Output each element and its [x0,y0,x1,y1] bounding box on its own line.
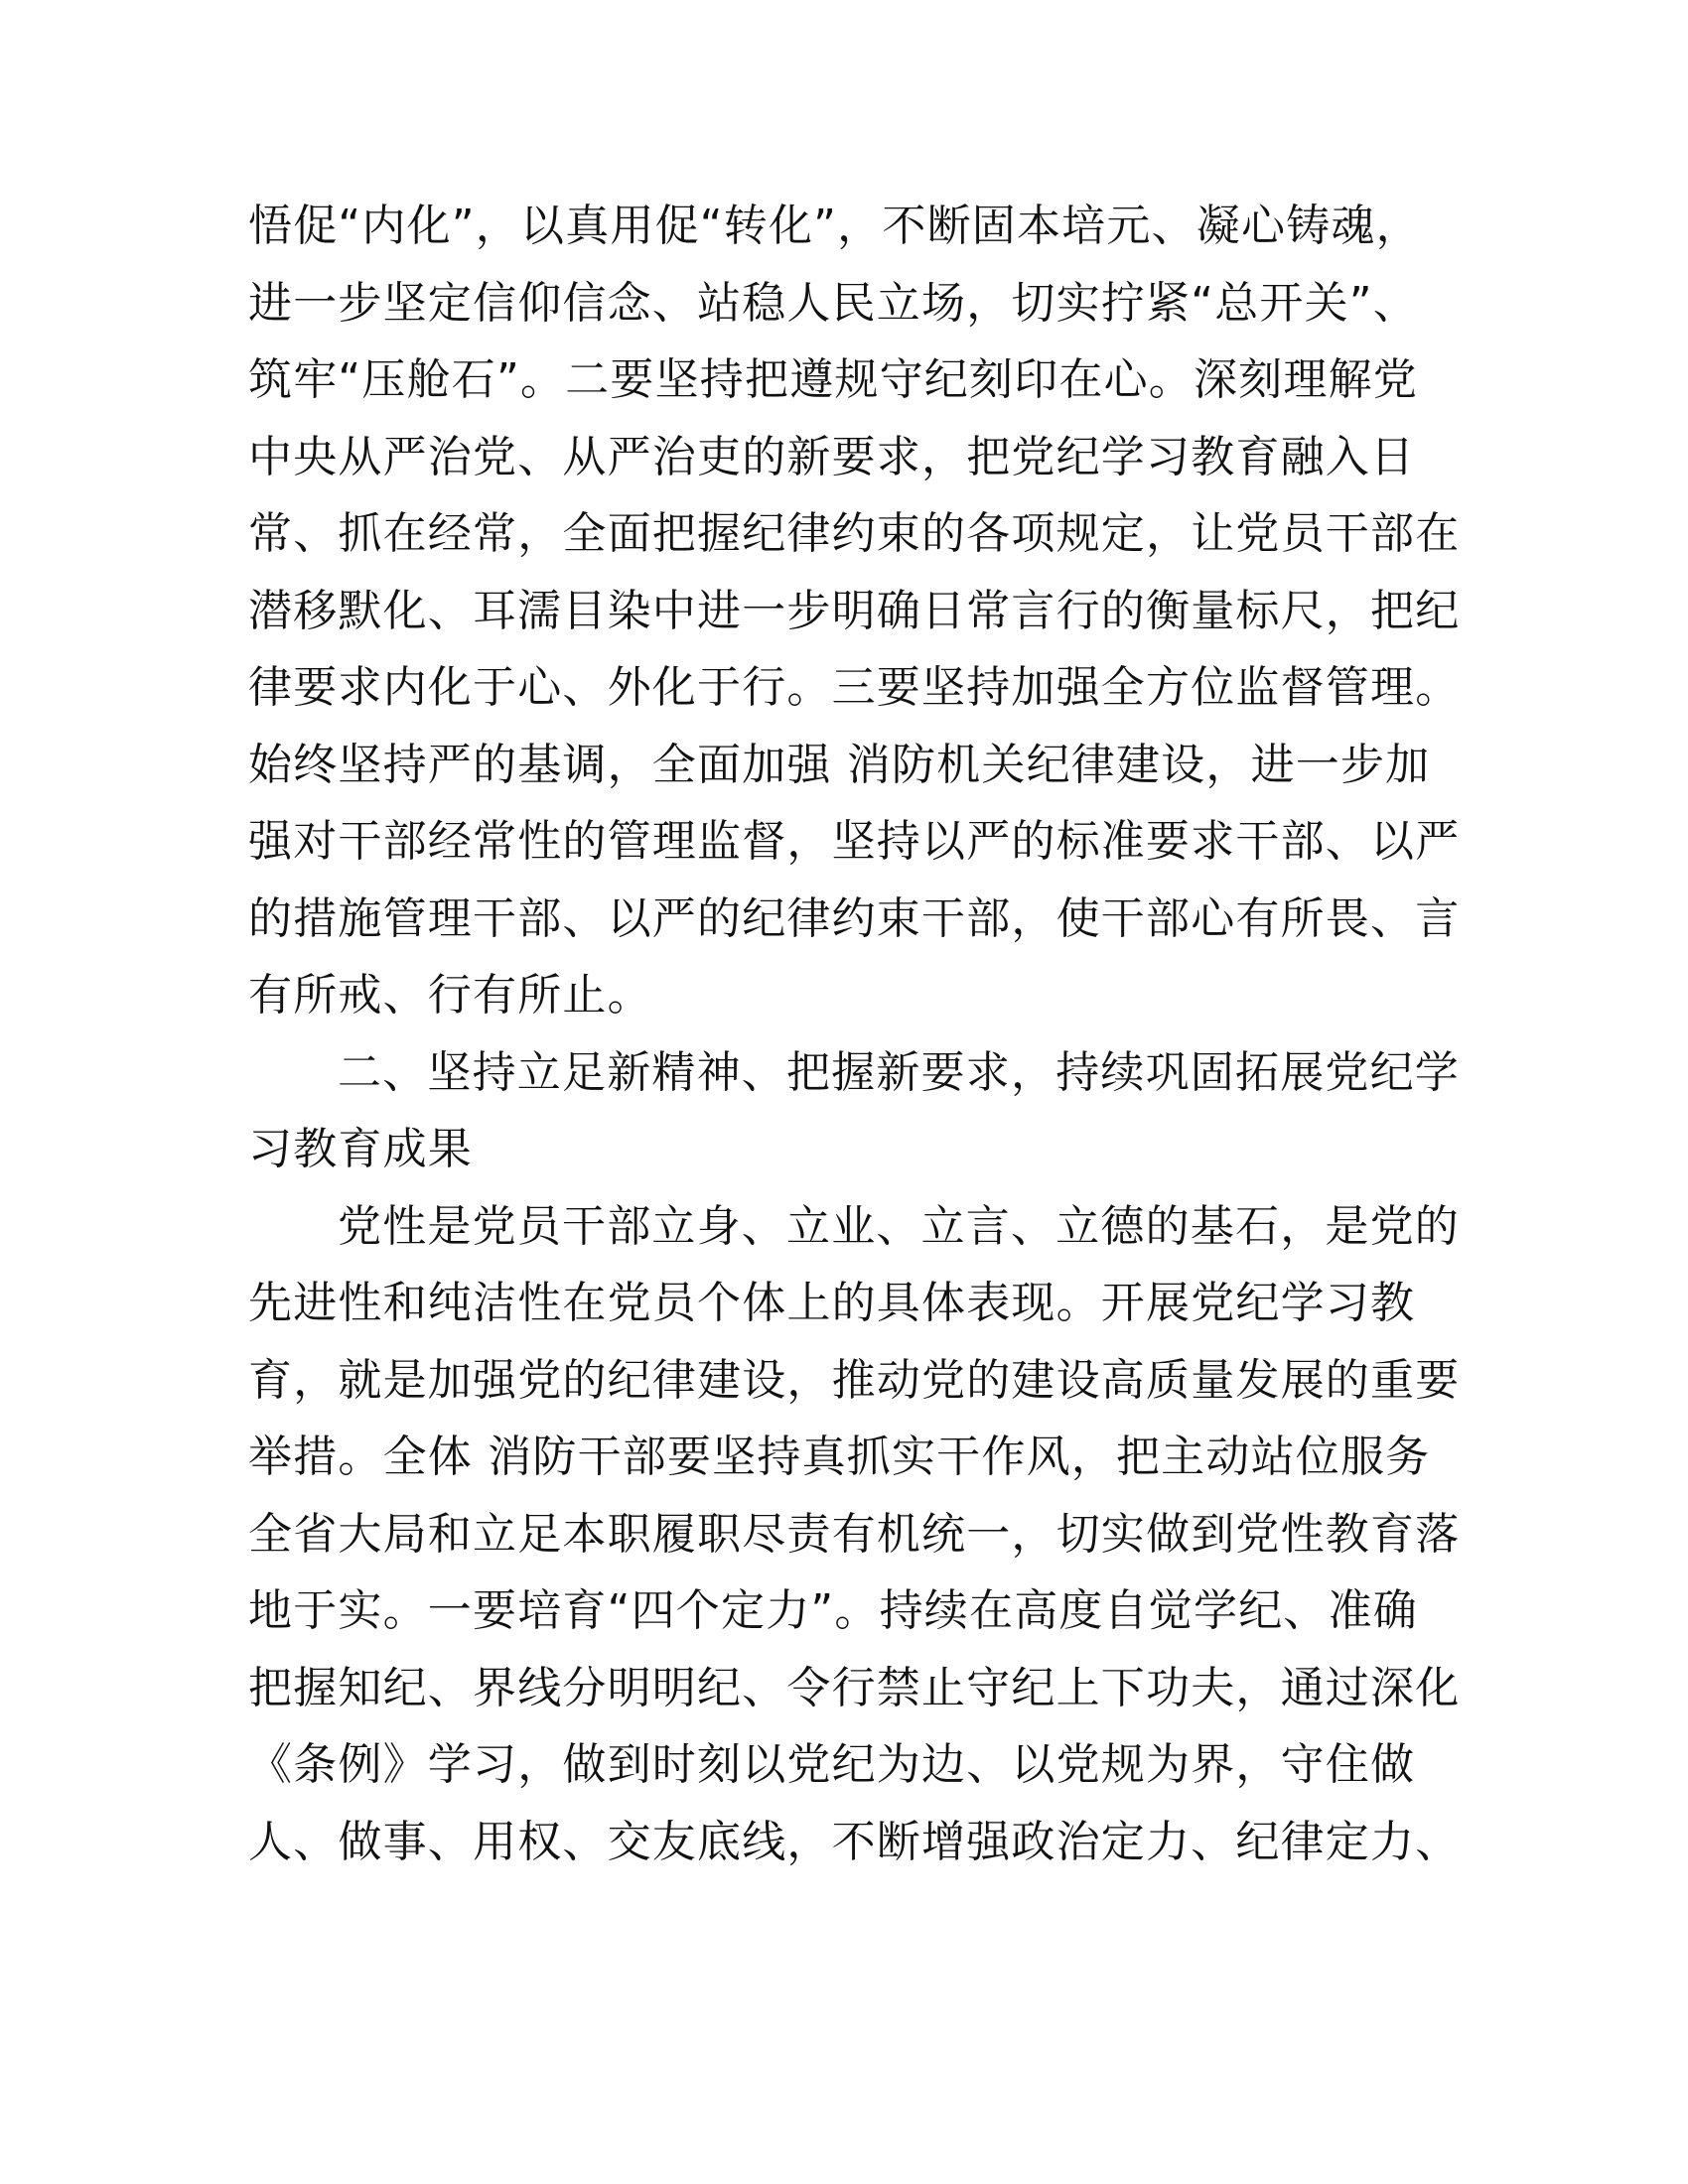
paragraph-1 [248,188,1461,1034]
text-line: 悟促“内化”，以真用促“转化”，不断固本培元、凝心铸魂， [248,201,1421,251]
text-line: 的措施管理干部、以严的纪律约束干部，使干部心有所畏、言 [248,892,1461,944]
text-line: 始终坚持严的基调，全面加强 消防机关纪律建设，进一步加 [248,739,1431,790]
text-line: 人、做事、用权、交友底线，不断增强政治定力、纪律定力、 [248,1816,1461,1867]
text-line: 党性是党员干部立身、立业、立言、立德的基石，是党的 [338,1200,1460,1252]
text-line: 中央从严治党、从严治吏的新要求，把党纪学习教育融入日 [248,431,1416,482]
section-heading [248,1034,1460,1188]
text-line: 地于实。一要培育“四个定力”。持续在高度自觉学纪、准确 [248,1585,1418,1636]
text-line: 先进性和纯洁性在党员个体上的具体表现。开展党纪学习教 [248,1278,1416,1328]
text-line: 进一步坚定信仰信念、站稳人民立场，切实拧紧“总开关”、 [248,277,1418,329]
text-line: 律要求内化于心、外化于行。三要坚持加强全方位监督管理。 [248,662,1461,713]
heading-line: 习教育成果 [248,1124,473,1174]
text-line: 强对干部经常性的管理监督，坚持以严的标准要求干部、以严 [248,816,1461,867]
paragraph-2 [248,1188,1461,1881]
text-line: 举措。全体 消防干部要坚持真抓实干作风，把主动站位服务 [248,1432,1431,1482]
text-line: 潜移默化、耳濡目染中进一步明确日常言行的衡量标尺，把纪 [248,585,1461,636]
heading-line: 二、坚持立足新精神、把握新要求，持续巩固拓展党纪学 [338,1046,1460,1098]
text-line: 筑牢“压舱石”。二要坚持把遵规守纪刻印在心。深刻理解党 [248,354,1418,405]
document-body [248,188,1461,1880]
text-line: 把握知纪、界线分明明纪、令行禁止守纪上下功夫，通过深化 [248,1662,1461,1713]
text-line: 有所戒、行有所止。 [248,970,652,1021]
text-line: 全省大局和立足本职履职尽责有机统一，切实做到党性教育落 [248,1508,1461,1560]
text-line: 常、抓在经常，全面把握纪律约束的各项规定，让党员干部在 [248,508,1461,559]
text-line: 《条例》学习，做到时刻以党纪为边、以党规为界，守住做 [248,1739,1416,1790]
text-line: 育，就是加强党的纪律建设，推动党的建设高质量发展的重要 [248,1354,1461,1406]
